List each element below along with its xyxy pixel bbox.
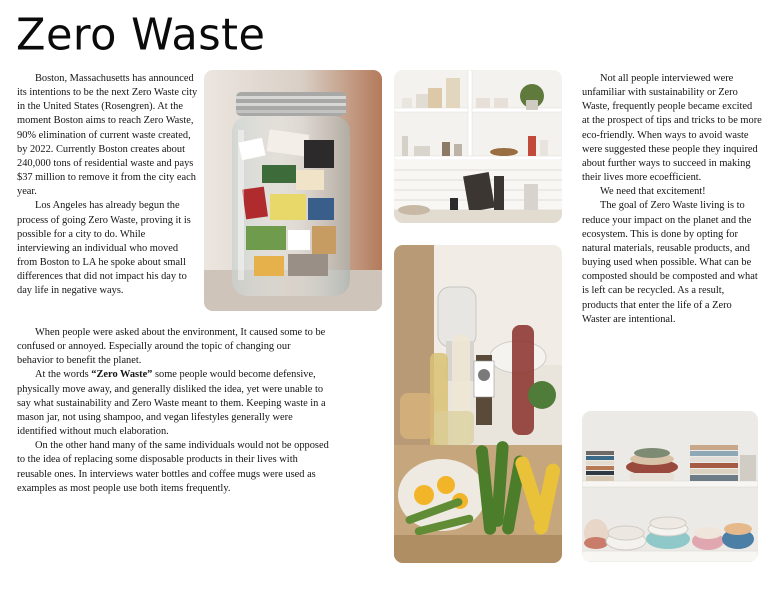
- mason-jar-photo: [204, 70, 382, 311]
- paragraph-environment: When people were asked about the environment, It caused some to be confused or annoyed. Especially around the topic of changing our behavior to benefit the planet.: [17, 327, 326, 367]
- paragraph-text: At the words: [35, 369, 92, 381]
- stacked-bowls-photo: [582, 411, 758, 562]
- paragraph-reusable-products: On the other hand many of the same individuals would not be opposed to the idea of replacing some disposable products in their lives with reusable ones. In interviews water bottles and coffee mugs were used as examples as most people use both items frequently.: [17, 440, 329, 494]
- produce-jars-photo: [394, 245, 562, 563]
- paragraph-text: some people would become defensive, physically move away, and generally disliked the idea, yet were unable to say what sustainability and Zero Waste meant to them. Keeping waste in a mason jar, not using shampoo, and vegan lifestyles generally were identified without much elaboration.: [17, 369, 326, 438]
- kitchen-shelves-photo: [394, 70, 562, 223]
- article-column-left-bottom: [17, 326, 329, 496]
- article-column-right: [582, 72, 762, 327]
- zero-waste-emphasis: “Zero Waste”: [91, 369, 153, 381]
- paragraph-excitement: We need that excitement!: [600, 186, 706, 198]
- page-title: Zero Waste: [16, 9, 266, 61]
- article-column-left-top: [17, 72, 199, 299]
- paragraph-goal: The goal of Zero Waste living is to reduce your impact on the planet and the ecosystem. This is done by opting for natural materials, reusable products, and buying used when possible. What can be composted should be composted and what is left can be recycled. As a result, products that enter the life of a Zero Waster are intentional.: [582, 200, 758, 325]
- paragraph-los-angeles: Los Angeles has already begun the process of going Zero Waste, proving it is possible for a city to do. While interviewing an individual who moved from Boston to LA he spoke about small differences that did not impact his day to day life in negative ways.: [17, 200, 191, 297]
- paragraph-zero-waste-reaction: [17, 368, 329, 439]
- paragraph-boston: Boston, Massachusetts has announced its intentions to be the next Zero Waste city in the United States (Rosengren). At the moment Boston aims to reach Zero Waste, 90% elimination of current waste created, by 2022. Currently Boston creates about 240,000 tons of residential waste and pays $37 million to remove it from the city each year.: [17, 73, 198, 198]
- paragraph-interviews: Not all people interviewed were unfamiliar with sustainability or Zero Waste, frequently people became excited at the prospect of tips and tricks to be more eco-friendly. When ways to avoid waste were suggested these people they inquired about further ways to succeed in making their lives more ecoefficient.: [582, 73, 762, 184]
